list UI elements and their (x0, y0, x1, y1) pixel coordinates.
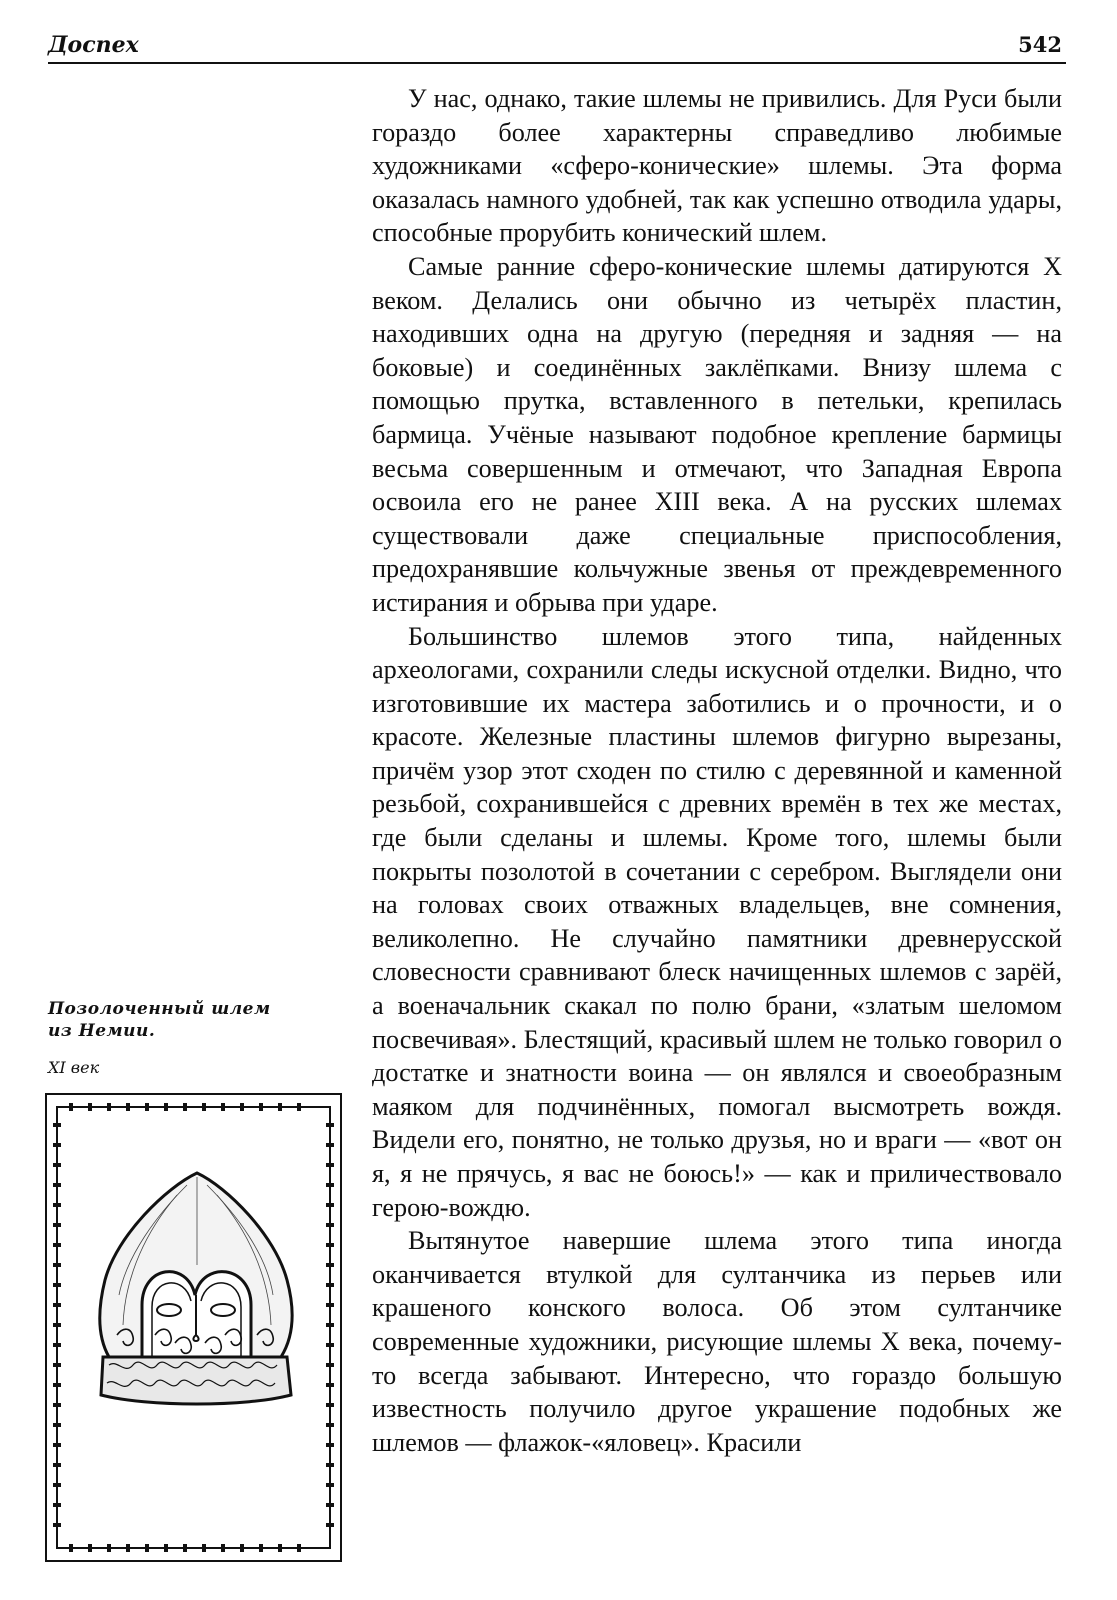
page-number: 542 (1018, 32, 1062, 57)
body-text (372, 82, 1062, 1459)
running-header (48, 28, 1066, 64)
helmet-illustration (47, 1095, 340, 1560)
paragraph-1: У нас, однако, такие шлемы не привились. Для Руси были гораздо более характерны справедливо любимые художниками «сферо-конические» шлемы. Эта форма оказалась намного удобней, так как успешно отводила удары, способные прорубить конический шлем. (372, 84, 1062, 248)
helmet-drawing (100, 1173, 292, 1404)
paragraph-2: Самые ранние сферо-конические шлемы датируются X веком. Делались они обычно из четырёх пластин, находивших одна на другую (передняя и задняя — на боковые) и соединённых заклёпками. Внизу шлема с помощью прутка, вставленного в петельки, крепилась бармица. Учёные называют подобное крепление бармицы весьма совершенным и отмечают, что Западная Европа освоила его не ранее XIII века. А на русских шлемах существовали даже специальные приспособления, предохранявшие кольчужные звенья от преждевременного истирания и обрыва при ударе. (372, 251, 1062, 617)
helmet-illustration-frame (45, 1093, 342, 1562)
figure-caption-title: Позолоченный шлем из Немии. (48, 999, 271, 1041)
section-title: Доспех (48, 32, 139, 58)
figure-caption-date: XI век (48, 1058, 100, 1077)
paragraph-4: Вытянутое навершие шлема этого типа иногда оканчивается втулкой для султанчика из перьев или крашеного конского волоса. Об этом султанчике современные художники, рисующие шлемы X века, почему-то всегда забывают. Интересно, что гораздо большую известность получило другое украшение подобных же шлемов — флажок-«яловец». Красили (372, 1226, 1062, 1457)
paragraph-3: Большинство шлемов этого типа, найденных археологами, сохранили следы искусной отделки. Видно, что изготовившие их мастера заботились и о прочности, и о красоте. Железные пластины шлемов фигурно вырезаны, причём узор этот сходен по стилю с деревянной и каменной резьбой, сохранившейся с древних времён в тех же местах, где были сделаны и шлемы. Кроме того, шлемы были покрыты позолотой в сочетании с серебром. Выглядели они на головах своих отважных владельцев, вне сомнения, великолепно. Не случайно памятники древнерусской словесности сравнивают блеск начищенных шлемов с зарёй, а военачальник скакал по полю брани, «златым шеломом посвечивая». Блестящий, красивый шлем не только говорил о достатке и знатности воина — он являлся и своеобразным маяком для подчинённых, помогал высмотреть вождя. Видели его, понятно, не только друзья, но и враги — «вот он я, я не прячусь, я вас не боюсь!» — как и приличествовало герою-вождю. (372, 621, 1062, 1222)
